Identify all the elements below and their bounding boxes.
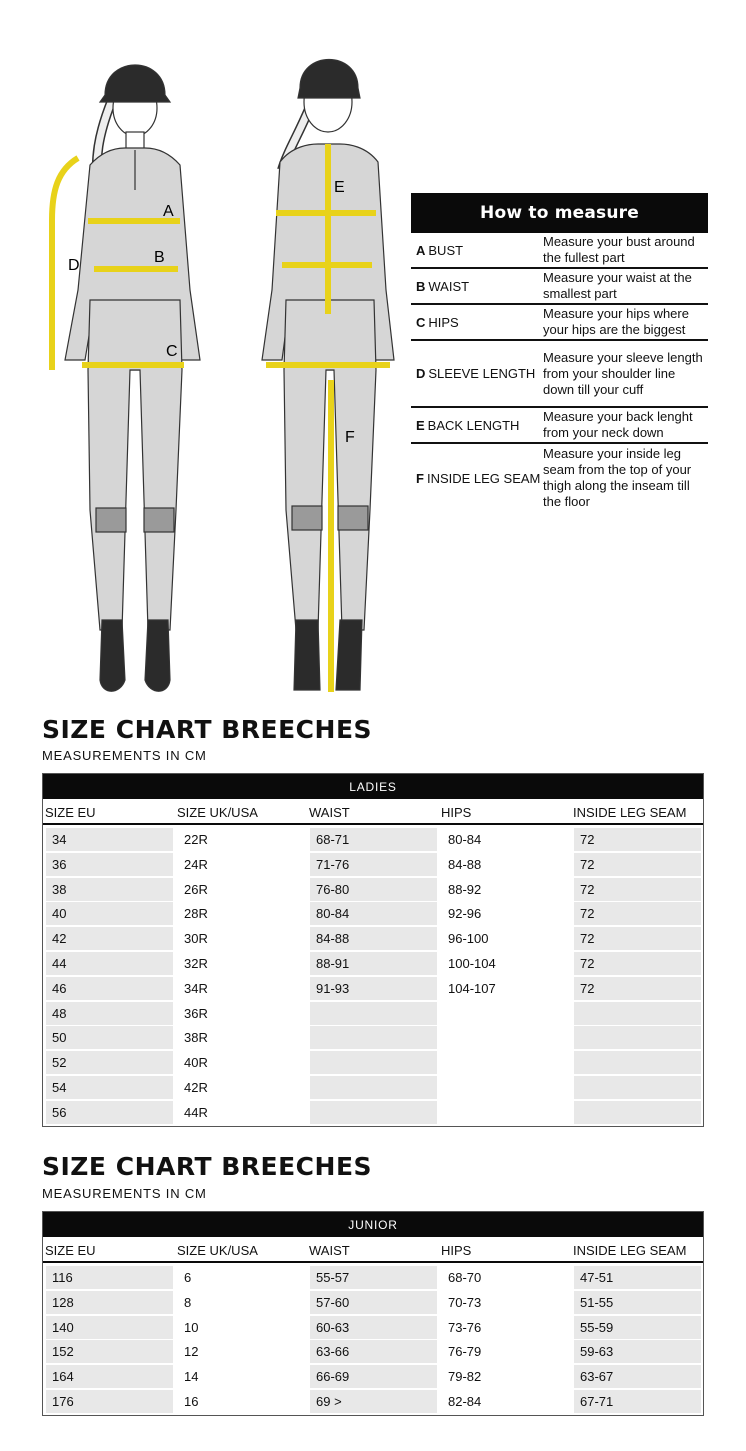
table-column xyxy=(43,825,175,1126)
table-cell xyxy=(574,1101,701,1124)
table-cell xyxy=(574,1002,701,1025)
table-cell: 140 xyxy=(46,1316,173,1339)
table-cell: 36R xyxy=(178,1002,305,1025)
table-column xyxy=(439,1263,571,1415)
measure-letter: B xyxy=(416,278,426,294)
table-cell: 26R xyxy=(178,878,305,901)
table-cell: 88-91 xyxy=(310,952,437,975)
col-header: HIPS xyxy=(441,805,472,820)
measure-row-waist xyxy=(411,269,708,305)
table-cell: 48 xyxy=(46,1002,173,1025)
label-f: F xyxy=(345,429,355,446)
table-cell: 52 xyxy=(46,1051,173,1074)
table-cell: 92-96 xyxy=(442,902,569,925)
table-cell: 38R xyxy=(178,1026,305,1049)
measure-name: HIPS xyxy=(428,314,459,330)
table-cell xyxy=(574,1026,701,1049)
table-cell xyxy=(442,1101,569,1124)
table-cell: 28R xyxy=(178,902,305,925)
table-cell: 71-76 xyxy=(310,853,437,876)
measure-letter: C xyxy=(416,314,426,330)
table-cell: 51-55 xyxy=(574,1291,701,1314)
table-cell: 128 xyxy=(46,1291,173,1314)
table-cell: 84-88 xyxy=(310,927,437,950)
measure-desc: Measure your waist at the smallest part xyxy=(543,270,692,301)
col-header: SIZE UK/USA xyxy=(177,1243,258,1258)
measure-row-sleeve xyxy=(411,341,708,408)
table-cell: 32R xyxy=(178,952,305,975)
table-cell: 16 xyxy=(178,1390,305,1413)
ladies-size-chart xyxy=(42,773,704,1127)
table-column xyxy=(307,1263,439,1415)
table-cell: 10 xyxy=(178,1316,305,1339)
table-cell: 59-63 xyxy=(574,1340,701,1363)
label-d: D xyxy=(68,257,80,274)
table-cell: 24R xyxy=(178,853,305,876)
table-cell: 40R xyxy=(178,1051,305,1074)
col-header: SIZE EU xyxy=(45,1243,96,1258)
table-cell: 44 xyxy=(46,952,173,975)
table-cell: 76-80 xyxy=(310,878,437,901)
measure-row-back xyxy=(411,408,708,444)
table-cell: 47-51 xyxy=(574,1266,701,1289)
measure-name: WAIST xyxy=(428,278,470,294)
table-cell: 91-93 xyxy=(310,977,437,1000)
table-cell: 67-71 xyxy=(574,1390,701,1413)
table-cell: 72 xyxy=(574,853,701,876)
measure-desc: Measure your back lenght from your neck down xyxy=(543,409,693,440)
measure-desc: Measure your sleeve length from your shoulder line down till your cuff xyxy=(543,349,703,397)
table-cell: 44R xyxy=(178,1101,305,1124)
table-cell: 72 xyxy=(574,927,701,950)
table-cell: 72 xyxy=(574,828,701,851)
label-a: A xyxy=(163,203,174,220)
table-cell xyxy=(310,1076,437,1099)
table-cell: 6 xyxy=(178,1266,305,1289)
table-column xyxy=(571,825,703,1126)
table-cell: 40 xyxy=(46,902,173,925)
table-cell: 68-70 xyxy=(442,1266,569,1289)
junior-chart-subtitle: MEASUREMENTS IN CM xyxy=(42,1186,207,1201)
measure-desc: Measure your bust around the fullest part xyxy=(543,234,695,265)
table-cell: 84-88 xyxy=(442,853,569,876)
table-cell: 63-67 xyxy=(574,1365,701,1388)
label-c: C xyxy=(166,343,178,360)
table-cell: 68-71 xyxy=(310,828,437,851)
measure-name: BUST xyxy=(428,242,464,258)
junior-size-chart xyxy=(42,1211,704,1416)
col-header: HIPS xyxy=(441,1243,472,1258)
table-cell: 116 xyxy=(46,1266,173,1289)
table-cell xyxy=(574,1076,701,1099)
ladies-band: LADIES xyxy=(43,774,703,799)
how-to-measure-table xyxy=(411,193,708,512)
table-cell: 60-63 xyxy=(310,1316,437,1339)
measure-letter: E xyxy=(416,417,425,433)
table-cell: 54 xyxy=(46,1076,173,1099)
junior-header-row xyxy=(43,1237,703,1261)
measure-row-bust xyxy=(411,233,708,269)
table-cell: 100-104 xyxy=(442,952,569,975)
table-cell xyxy=(442,1026,569,1049)
front-figure xyxy=(65,65,200,691)
table-column xyxy=(175,1263,307,1415)
table-cell: 80-84 xyxy=(442,828,569,851)
table-cell: 152 xyxy=(46,1340,173,1363)
table-cell: 14 xyxy=(178,1365,305,1388)
table-column xyxy=(571,1263,703,1415)
table-cell: 36 xyxy=(46,853,173,876)
table-cell: 176 xyxy=(46,1390,173,1413)
table-cell: 12 xyxy=(178,1340,305,1363)
table-cell: 88-92 xyxy=(442,878,569,901)
table-cell: 56 xyxy=(46,1101,173,1124)
ladies-chart-title: SIZE CHART BREECHES xyxy=(42,715,373,744)
table-column xyxy=(439,825,571,1126)
table-cell: 164 xyxy=(46,1365,173,1388)
table-cell: 69 > xyxy=(310,1390,437,1413)
col-header: INSIDE LEG SEAM xyxy=(573,805,687,820)
table-column xyxy=(175,825,307,1126)
table-column xyxy=(307,825,439,1126)
table-cell: 63-66 xyxy=(310,1340,437,1363)
table-cell: 55-59 xyxy=(574,1316,701,1339)
table-cell: 72 xyxy=(574,902,701,925)
table-cell: 72 xyxy=(574,952,701,975)
measure-name: BACK LENGTH xyxy=(427,417,520,433)
table-cell: 38 xyxy=(46,878,173,901)
measure-row-leg xyxy=(411,444,708,512)
measure-letter: A xyxy=(416,242,426,258)
table-cell: 30R xyxy=(178,927,305,950)
label-b: B xyxy=(154,249,165,266)
table-cell: 104-107 xyxy=(442,977,569,1000)
junior-table-body xyxy=(43,1261,703,1415)
table-cell: 79-82 xyxy=(442,1365,569,1388)
table-cell: 42R xyxy=(178,1076,305,1099)
table-cell xyxy=(310,1101,437,1124)
table-cell xyxy=(442,1051,569,1074)
measure-row-hips xyxy=(411,305,708,341)
measure-name: INSIDE LEG SEAM xyxy=(426,470,541,486)
table-cell: 73-76 xyxy=(442,1316,569,1339)
table-cell: 8 xyxy=(178,1291,305,1314)
table-cell: 34 xyxy=(46,828,173,851)
measurement-figures xyxy=(30,40,410,700)
table-column xyxy=(43,1263,175,1415)
measure-name: SLEEVE LENGTH xyxy=(428,366,536,381)
table-cell: 57-60 xyxy=(310,1291,437,1314)
table-cell: 82-84 xyxy=(442,1390,569,1413)
measure-desc: Measure your hips where your hips are the biggest xyxy=(543,306,689,337)
table-cell xyxy=(310,1026,437,1049)
table-cell xyxy=(442,1002,569,1025)
table-cell xyxy=(574,1051,701,1074)
label-e: E xyxy=(334,179,345,196)
col-header: SIZE EU xyxy=(45,805,96,820)
table-cell xyxy=(442,1076,569,1099)
col-header: INSIDE LEG SEAM xyxy=(573,1243,687,1258)
ladies-chart-subtitle: MEASUREMENTS IN CM xyxy=(42,748,207,763)
col-header: WAIST xyxy=(309,805,350,820)
table-cell: 76-79 xyxy=(442,1340,569,1363)
table-cell: 42 xyxy=(46,927,173,950)
table-cell: 72 xyxy=(574,878,701,901)
table-cell: 70-73 xyxy=(442,1291,569,1314)
table-cell: 50 xyxy=(46,1026,173,1049)
table-cell: 96-100 xyxy=(442,927,569,950)
ladies-table-body xyxy=(43,823,703,1126)
table-cell xyxy=(310,1002,437,1025)
measure-letter: D xyxy=(416,366,426,381)
measure-letter: F xyxy=(416,470,424,486)
junior-chart-title: SIZE CHART BREECHES xyxy=(42,1152,373,1181)
ladies-header-row xyxy=(43,799,703,823)
col-header: WAIST xyxy=(309,1243,350,1258)
table-cell: 66-69 xyxy=(310,1365,437,1388)
measure-desc: Measure your inside leg seam from the top of your thigh along the inseam till the floor xyxy=(543,446,692,509)
table-cell: 80-84 xyxy=(310,902,437,925)
table-cell: 55-57 xyxy=(310,1266,437,1289)
col-header: SIZE UK/USA xyxy=(177,805,258,820)
table-cell xyxy=(310,1051,437,1074)
junior-band: JUNIOR xyxy=(43,1212,703,1237)
table-cell: 46 xyxy=(46,977,173,1000)
table-cell: 22R xyxy=(178,828,305,851)
table-cell: 72 xyxy=(574,977,701,1000)
how-to-measure-title: How to measure xyxy=(411,193,708,233)
table-cell: 34R xyxy=(178,977,305,1000)
